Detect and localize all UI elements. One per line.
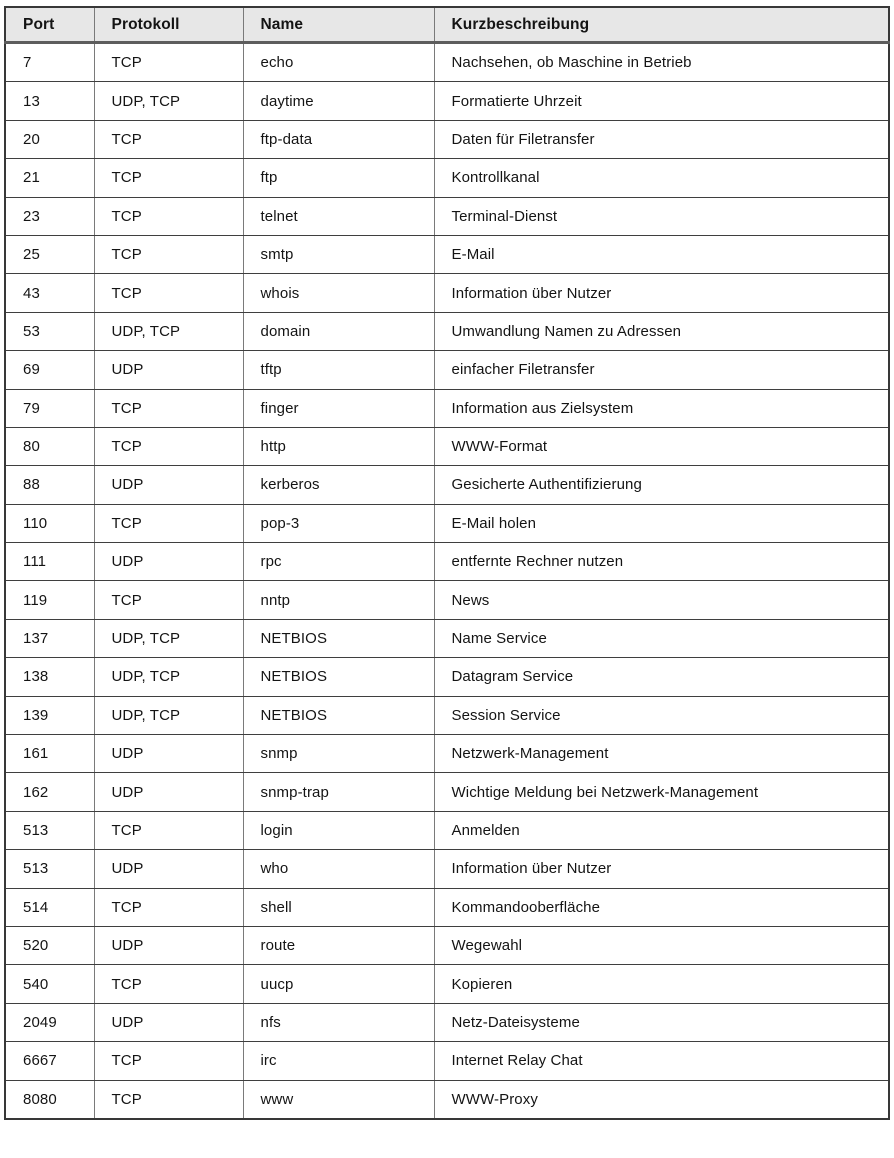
table-row — [5, 926, 889, 964]
cell-port: 7 — [5, 43, 94, 82]
cell-name: NETBIOS — [243, 658, 434, 696]
cell-name: snmp — [243, 735, 434, 773]
cell-port: 88 — [5, 466, 94, 504]
cell-protocol: TCP — [94, 1080, 243, 1119]
cell-protocol: TCP — [94, 811, 243, 849]
table-row — [5, 120, 889, 158]
table-row — [5, 43, 889, 82]
cell-protocol: UDP — [94, 735, 243, 773]
cell-protocol: TCP — [94, 427, 243, 465]
cell-protocol: TCP — [94, 581, 243, 619]
cell-port: 161 — [5, 735, 94, 773]
cell-protocol: TCP — [94, 120, 243, 158]
cell-name: daytime — [243, 82, 434, 120]
cell-port: 513 — [5, 850, 94, 888]
port-reference-table — [4, 6, 890, 1120]
cell-protocol: UDP — [94, 466, 243, 504]
cell-port: 25 — [5, 235, 94, 273]
cell-name: login — [243, 811, 434, 849]
cell-name: snmp-trap — [243, 773, 434, 811]
cell-description: Daten für Filetransfer — [434, 120, 889, 158]
table-row — [5, 619, 889, 657]
cell-description: Umwandlung Namen zu Adressen — [434, 312, 889, 350]
cell-description: Information über Nutzer — [434, 850, 889, 888]
cell-name: rpc — [243, 543, 434, 581]
table-row — [5, 811, 889, 849]
cell-protocol: UDP — [94, 850, 243, 888]
cell-name: domain — [243, 312, 434, 350]
table-row — [5, 658, 889, 696]
cell-protocol: TCP — [94, 235, 243, 273]
cell-description: Internet Relay Chat — [434, 1042, 889, 1080]
table-row — [5, 235, 889, 273]
table-row — [5, 159, 889, 197]
cell-description: Formatierte Uhrzeit — [434, 82, 889, 120]
cell-protocol: TCP — [94, 888, 243, 926]
cell-name: ftp-data — [243, 120, 434, 158]
cell-description: Information aus Zielsystem — [434, 389, 889, 427]
table-row — [5, 466, 889, 504]
cell-name: pop-3 — [243, 504, 434, 542]
cell-description: E-Mail holen — [434, 504, 889, 542]
cell-port: 111 — [5, 543, 94, 581]
cell-port: 13 — [5, 82, 94, 120]
cell-port: 8080 — [5, 1080, 94, 1119]
cell-port: 513 — [5, 811, 94, 849]
cell-port: 20 — [5, 120, 94, 158]
cell-protocol: UDP — [94, 773, 243, 811]
cell-protocol: UDP — [94, 543, 243, 581]
cell-description: Session Service — [434, 696, 889, 734]
cell-description: Nachsehen, ob Maschine in Betrieb — [434, 43, 889, 82]
cell-description: Kopieren — [434, 965, 889, 1003]
table-row — [5, 965, 889, 1003]
cell-description: Netzwerk-Management — [434, 735, 889, 773]
cell-description: Anmelden — [434, 811, 889, 849]
cell-protocol: TCP — [94, 389, 243, 427]
cell-port: 139 — [5, 696, 94, 734]
table-row — [5, 1042, 889, 1080]
cell-name: NETBIOS — [243, 619, 434, 657]
cell-description: Netz-Dateisysteme — [434, 1003, 889, 1041]
cell-name: who — [243, 850, 434, 888]
cell-protocol: UDP, TCP — [94, 658, 243, 696]
cell-port: 2049 — [5, 1003, 94, 1041]
cell-port: 137 — [5, 619, 94, 657]
table-head — [5, 7, 889, 43]
cell-description: E-Mail — [434, 235, 889, 273]
cell-port: 79 — [5, 389, 94, 427]
cell-port: 69 — [5, 351, 94, 389]
cell-protocol: TCP — [94, 197, 243, 235]
table-row — [5, 696, 889, 734]
table-row — [5, 427, 889, 465]
cell-protocol: TCP — [94, 1042, 243, 1080]
cell-description: Wegewahl — [434, 926, 889, 964]
cell-protocol: UDP — [94, 926, 243, 964]
cell-name: finger — [243, 389, 434, 427]
table-row — [5, 274, 889, 312]
cell-port: 119 — [5, 581, 94, 619]
cell-port: 23 — [5, 197, 94, 235]
cell-name: irc — [243, 1042, 434, 1080]
cell-protocol: UDP, TCP — [94, 82, 243, 120]
cell-port: 540 — [5, 965, 94, 1003]
cell-name: telnet — [243, 197, 434, 235]
cell-description: Gesicherte Authentifizierung — [434, 466, 889, 504]
table-row — [5, 773, 889, 811]
table-row — [5, 82, 889, 120]
cell-description: Name Service — [434, 619, 889, 657]
column-header-protocol: Protokoll — [94, 7, 243, 43]
cell-name: www — [243, 1080, 434, 1119]
cell-protocol: TCP — [94, 965, 243, 1003]
cell-port: 138 — [5, 658, 94, 696]
table-row — [5, 312, 889, 350]
cell-port: 162 — [5, 773, 94, 811]
cell-port: 43 — [5, 274, 94, 312]
cell-name: nntp — [243, 581, 434, 619]
cell-protocol: UDP, TCP — [94, 696, 243, 734]
cell-name: nfs — [243, 1003, 434, 1041]
cell-protocol: UDP — [94, 1003, 243, 1041]
cell-protocol: UDP — [94, 351, 243, 389]
cell-protocol: UDP, TCP — [94, 312, 243, 350]
cell-name: ftp — [243, 159, 434, 197]
table-row — [5, 1003, 889, 1041]
cell-port: 80 — [5, 427, 94, 465]
table-row — [5, 888, 889, 926]
table-row — [5, 543, 889, 581]
cell-name: http — [243, 427, 434, 465]
table-row — [5, 850, 889, 888]
cell-port: 53 — [5, 312, 94, 350]
table-row — [5, 504, 889, 542]
cell-name: kerberos — [243, 466, 434, 504]
table-header-row — [5, 7, 889, 43]
table-row — [5, 735, 889, 773]
column-header-name: Name — [243, 7, 434, 43]
cell-port: 520 — [5, 926, 94, 964]
cell-description: WWW-Proxy — [451, 1090, 538, 1108]
cell-port: 21 — [5, 159, 94, 197]
cell-name: route — [243, 926, 434, 964]
cell-port: 110 — [5, 504, 94, 542]
table-row — [5, 351, 889, 389]
cell-description: entfernte Rechner nutzen — [434, 543, 889, 581]
cell-name: echo — [243, 43, 434, 82]
cell-description: WWW-Format — [434, 427, 889, 465]
cell-port: 514 — [5, 888, 94, 926]
cell-protocol: UDP, TCP — [94, 619, 243, 657]
cell-name: smtp — [243, 235, 434, 273]
cell-description: Kontrollkanal — [434, 159, 889, 197]
table-body — [5, 43, 889, 1119]
table-row — [5, 389, 889, 427]
cell-description: Kommandooberfläche — [434, 888, 889, 926]
cell-description: einfacher Filetransfer — [434, 351, 889, 389]
cell-description: Datagram Service — [434, 658, 889, 696]
cell-name: tftp — [243, 351, 434, 389]
cell-name: shell — [243, 888, 434, 926]
cell-name: uucp — [243, 965, 434, 1003]
cell-description: Terminal-Dienst — [434, 197, 889, 235]
cell-name: NETBIOS — [243, 696, 434, 734]
column-header-description: Kurzbeschreibung — [434, 7, 889, 43]
column-header-port: Port — [5, 7, 94, 43]
cell-port: 6667 — [5, 1042, 94, 1080]
table-row — [5, 197, 889, 235]
cell-protocol: TCP — [94, 274, 243, 312]
cell-protocol: TCP — [94, 43, 243, 82]
table-row — [5, 1080, 889, 1119]
cell-description: Information über Nutzer — [434, 274, 889, 312]
cell-description: News — [434, 581, 889, 619]
cell-protocol: TCP — [94, 159, 243, 197]
cell-name: whois — [243, 274, 434, 312]
cell-description: Wichtige Meldung bei Netzwerk-Management — [434, 773, 889, 811]
table-row — [5, 581, 889, 619]
cell-protocol: TCP — [94, 504, 243, 542]
